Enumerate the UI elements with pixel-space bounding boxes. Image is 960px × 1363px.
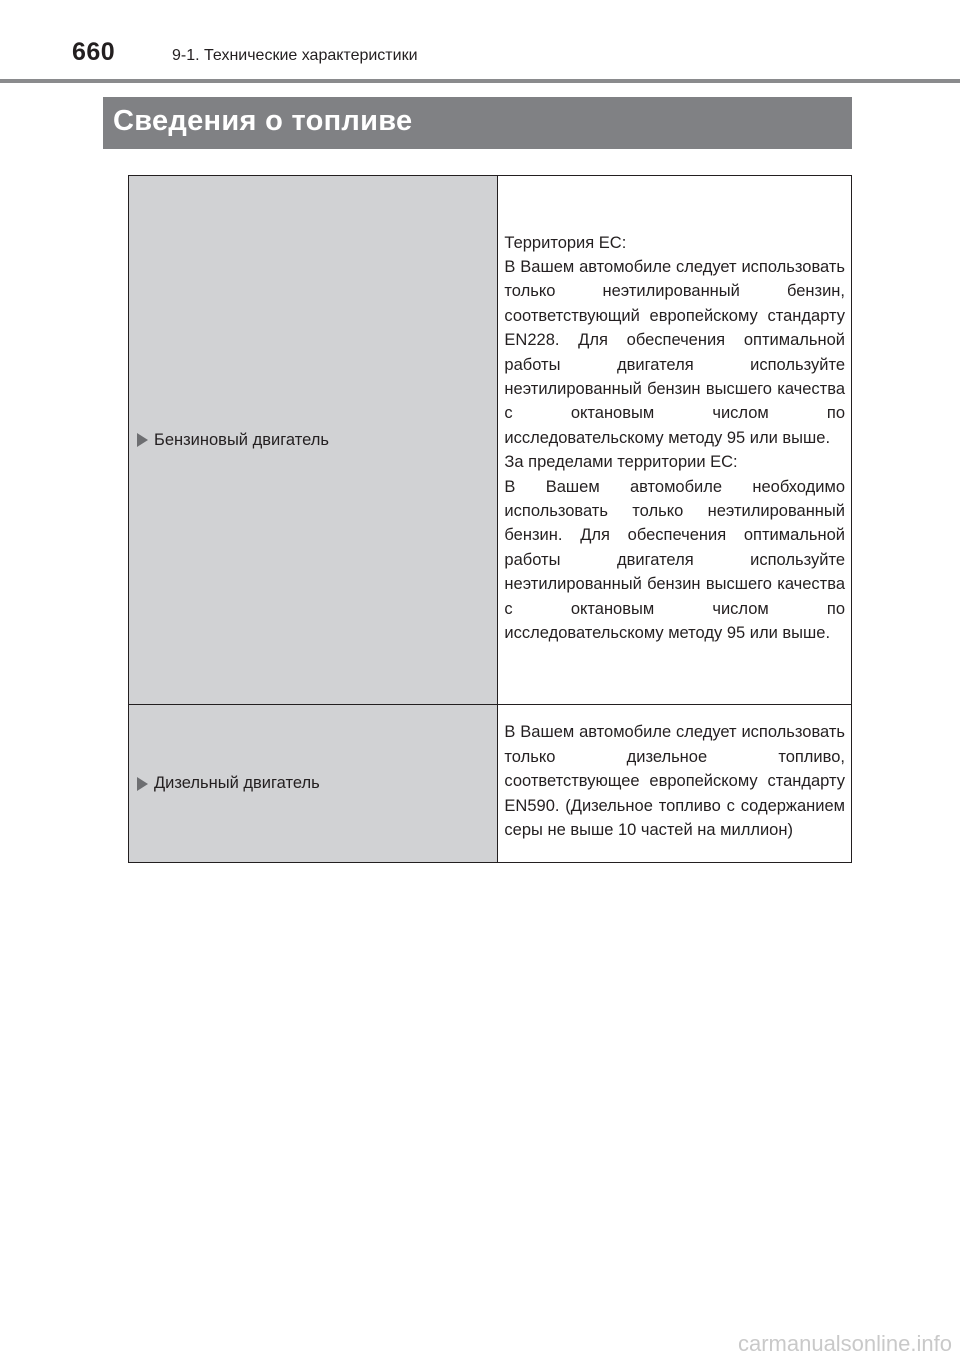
row-label-cell [129,705,498,863]
header-divider [0,79,960,83]
page-number: 660 [72,38,116,66]
page-title: Сведения о топливе [113,105,413,137]
row-label-text: Дизельный двигатель [154,774,320,792]
page-header [72,34,892,74]
row-label [137,774,489,793]
row-label [137,431,489,450]
row-description-cell [498,705,852,863]
triangle-bullet-icon [137,777,148,791]
table-row [129,176,852,705]
fuel-info-table [128,175,852,863]
table-row [129,705,852,863]
triangle-bullet-icon [137,433,148,447]
row-label-text: Бензиновый двигатель [154,430,329,449]
watermark: carmanualsonline.info [737,1331,952,1356]
description-paragraph: Территория ЕС: [504,233,627,252]
description-paragraph: В Вашем автомобиле следует использовать только дизельное топливо, соответствующее европейскому стандарту EN590. (Дизельное топливо с содержанием серы не выше 10 частей на миллион) [504,723,845,840]
title-bar [103,97,852,149]
row-description-cell [498,176,852,705]
description-paragraph: За пределами территории ЕС: [504,453,738,472]
description-paragraph: В Вашем автомобиле следует использовать только неэтилированный бензин, соответствующий европейскому стандарту EN228. Для обеспечения оптимальной работы двигателя используйте неэтилированный бензин высшего качества с октановым числом по исследовательскому методу 95 или выше. [504,257,845,447]
description-paragraph: В Вашем автомобиле необходимо использовать только неэтилированный бензин. Для обеспечения оптимальной работы двигателя используйте неэтилированный бензин высшего качества с октановым числом по исследовательскому методу 95 или выше. [504,477,845,643]
row-label-cell [129,176,498,705]
section-title: 9-1. Технические характеристики [172,47,418,64]
